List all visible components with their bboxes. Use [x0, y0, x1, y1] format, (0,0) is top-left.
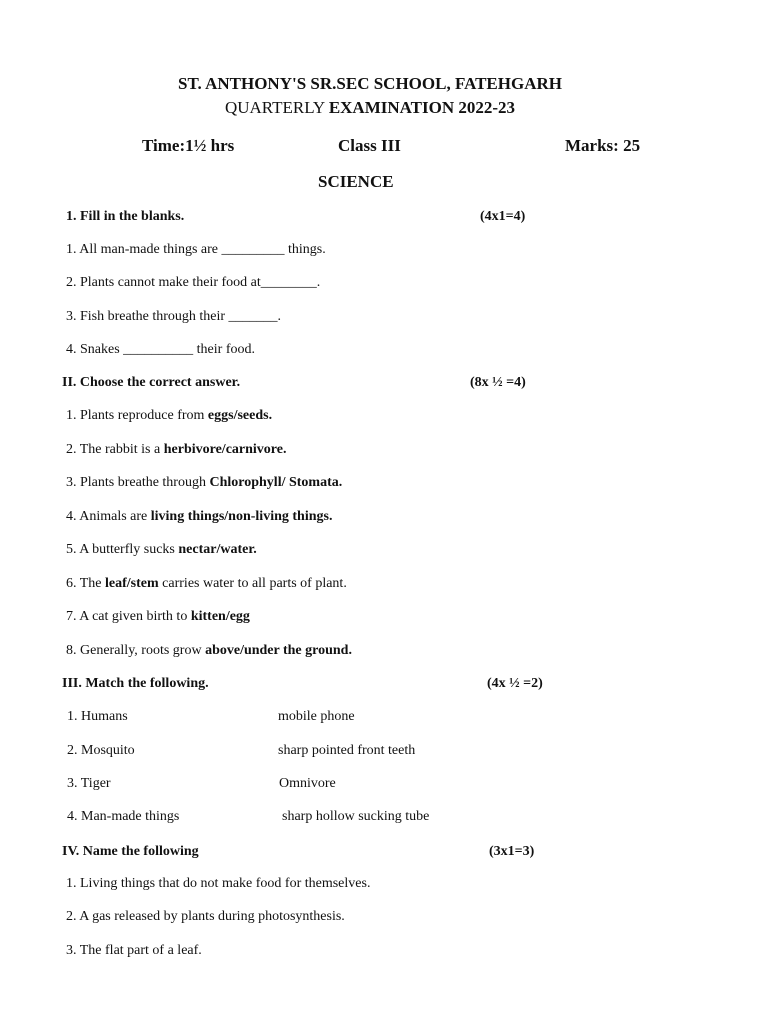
fill-blank-question: 1. All man-made things are _________ things.: [66, 242, 326, 257]
fill-blank-question: 3. Fish breathe through their _______.: [66, 309, 282, 324]
match-left-item: 1. Humans: [67, 709, 128, 724]
section-1-marks: (4x1=4): [480, 209, 526, 224]
exam-marks: Marks: 25: [565, 136, 641, 155]
answer-options: Chlorophyll/ Stomata.: [209, 475, 343, 490]
exam-title: [0, 98, 740, 118]
question-text: 2. The rabbit is a: [66, 442, 164, 457]
choice-question: [66, 609, 250, 625]
question-text: 4. Animals are: [66, 509, 151, 524]
exam-class: Class III: [338, 136, 401, 155]
match-left-item: 4. Man-made things: [67, 809, 180, 824]
match-left-item: 2. Mosquito: [67, 743, 135, 758]
exam-time: Time:1½ hrs: [142, 136, 235, 155]
section-3-marks: (4x ½ =2): [487, 676, 543, 691]
section-3-title: III. Match the following.: [62, 676, 209, 691]
question-text: 1. Plants reproduce from: [66, 408, 208, 423]
fill-blank-question: 2. Plants cannot make their food at________.: [66, 275, 321, 290]
choice-question: [66, 509, 332, 525]
section-2-title: II. Choose the correct answer.: [62, 375, 241, 390]
choice-question: [66, 475, 342, 491]
match-left-item: 3. Tiger: [67, 776, 111, 791]
exam-title-prefix: QUARTERLY: [224, 98, 325, 117]
question-text: 3. Plants breathe through: [66, 475, 210, 490]
fill-blank-question: 4. Snakes __________ their food.: [66, 342, 255, 357]
choice-question: [66, 408, 272, 424]
question-text: 7. A cat given birth to: [66, 609, 191, 624]
match-right-item: Omnivore: [279, 776, 336, 791]
choice-question: [66, 542, 257, 558]
name-question: 2. A gas released by plants during photosynthesis.: [66, 909, 345, 924]
choice-question: [66, 576, 347, 592]
section-1-title: 1. Fill in the blanks.: [66, 209, 185, 224]
choice-question: [66, 643, 352, 659]
match-right-item: sharp pointed front teeth: [278, 743, 416, 758]
answer-options: above/under the ground.: [205, 643, 352, 658]
answer-options: leaf/stem: [105, 576, 159, 591]
exam-title-rest: EXAMINATION 2022-23: [328, 98, 516, 117]
match-right-item: sharp hollow sucking tube: [282, 809, 430, 824]
name-question: 1. Living things that do not make food for themselves.: [66, 876, 371, 891]
question-text: 8. Generally, roots grow: [66, 643, 206, 658]
answer-options: living things/non-living things.: [150, 509, 333, 524]
answer-options: nectar/water.: [178, 542, 257, 557]
choice-question: [66, 442, 286, 458]
answer-options: eggs/seeds.: [207, 408, 273, 423]
question-text: carries water to all parts of plant.: [158, 576, 347, 591]
match-right-item: mobile phone: [278, 709, 355, 724]
school-name: ST. ANTHONY'S SR.SEC SCHOOL, FATEHGARH: [178, 74, 562, 93]
question-text: 5. A butterfly sucks: [66, 542, 179, 557]
section-4-marks: (3x1=3): [489, 844, 535, 859]
section-4-title: IV. Name the following: [62, 844, 199, 859]
answer-options: herbivore/carnivore.: [163, 442, 287, 457]
name-question: 3. The flat part of a leaf.: [66, 943, 202, 958]
answer-options: kitten/egg: [190, 609, 250, 624]
subject-title: SCIENCE: [318, 172, 394, 191]
question-text: 6. The: [66, 576, 106, 591]
section-2-marks: (8x ½ =4): [470, 375, 526, 390]
